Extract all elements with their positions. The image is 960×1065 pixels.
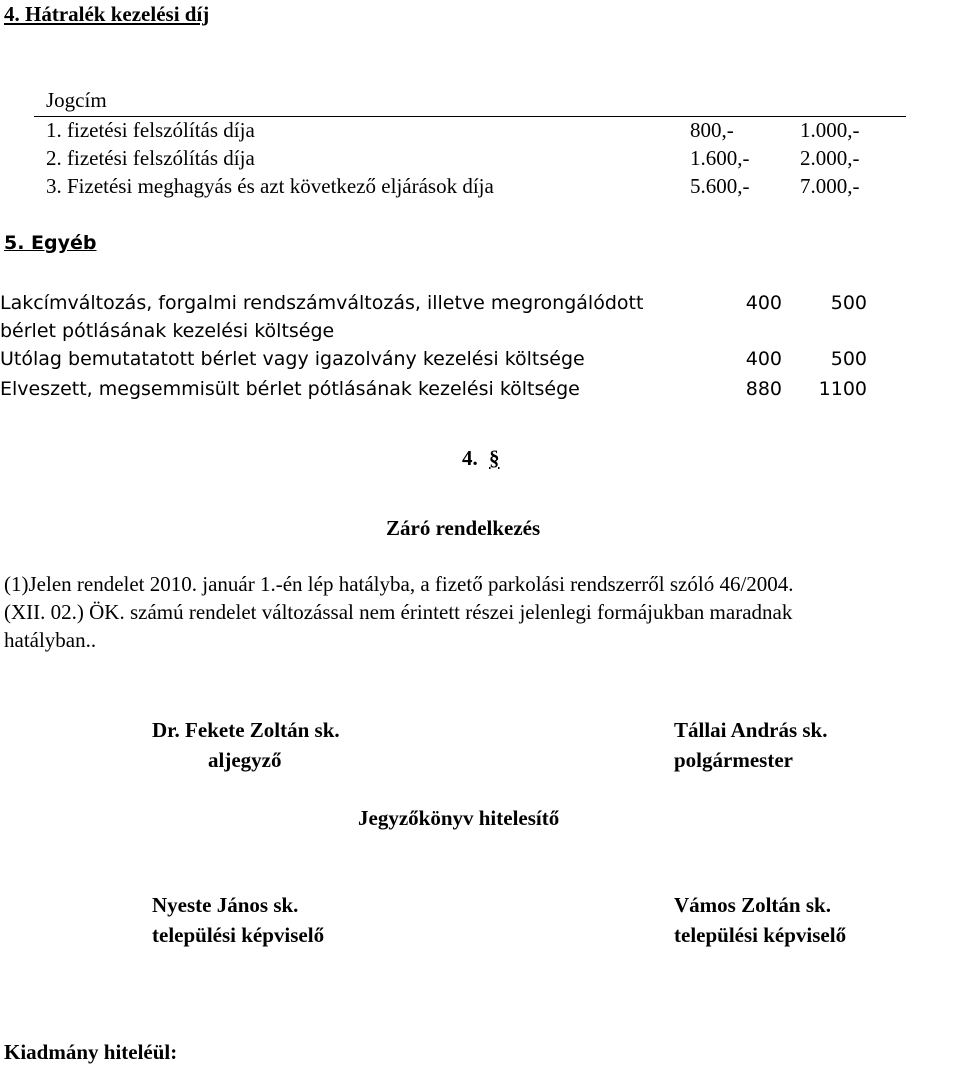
fee-row-value-2: 2.000,- [800, 146, 860, 170]
fee-row-value-1: 5.600,- [690, 174, 750, 198]
section-5-heading: 5. Egyéb [4, 232, 97, 254]
header-divider [34, 116, 906, 117]
certifier-title: Jegyzőkönyv hitelesítő [358, 806, 560, 830]
other-item-line1: Lakcímváltozás, forgalmi rendszámváltozás, illetve megrongálódott [0, 292, 644, 314]
certifier-right-name: Vámos Zoltán sk. [674, 893, 831, 917]
fee-row-label: 2. fizetési felszólítás díja [46, 146, 255, 170]
fee-row-value-1: 800,- [690, 118, 734, 142]
signatory-right-role: polgármester [674, 748, 793, 772]
section-sign: § [489, 446, 500, 470]
other-item-line1: Elveszett, megsemmisült bérlet pótlásának kezelési költsége [0, 378, 580, 400]
signatory-left-role: aljegyző [208, 748, 282, 772]
closing-text-line: (1)Jelen rendelet 2010. január 1.-én lép hatályba, a fizető parkolási rendszerről szóló 46/2004. [4, 572, 794, 596]
closing-text-line: (XII. 02.) ÖK. számú rendelet változással nem érintett részei jelenlegi formájukban maradnak [4, 600, 793, 624]
certifier-left-name: Nyeste János sk. [152, 893, 299, 917]
other-item-line2: bérlet pótlásának kezelési költsége [0, 320, 335, 342]
signatory-right-name: Tállai András sk. [674, 718, 828, 742]
column-header-jogcim: Jogcím [46, 88, 107, 112]
other-item-value-2: 1100 [818, 378, 867, 400]
fee-row-value-2: 1.000,- [800, 118, 860, 142]
paragraph-number [462, 448, 500, 469]
other-item-value-2: 500 [830, 348, 867, 370]
other-item-value-1: 880 [745, 378, 782, 400]
closing-text-line: hatályban.. [4, 628, 97, 652]
other-item-line1: Utólag bemutatatott bérlet vagy igazolvány kezelési költsége [0, 348, 585, 370]
section-4-heading: 4. Hátralék kezelési díj [4, 2, 210, 26]
certifier-right-role: települési képviselő [674, 923, 847, 947]
paragraph-number-text: 4. [462, 446, 478, 470]
signatory-left-name: Dr. Fekete Zoltán sk. [152, 718, 340, 742]
other-item-value-1: 400 [745, 292, 782, 314]
fee-row-value-2: 7.000,- [800, 174, 860, 198]
other-item-value-1: 400 [745, 348, 782, 370]
other-item-value-2: 500 [830, 292, 867, 314]
fee-row-label: 3. Fizetési meghagyás és azt következő eljárások díja [46, 174, 494, 198]
closing-title: Záró rendelkezés [386, 516, 541, 540]
issued-label: Kiadmány hiteléül: [4, 1040, 178, 1064]
fee-row-label: 1. fizetési felszólítás díja [46, 118, 255, 142]
certifier-left-role: települési képviselő [152, 923, 325, 947]
fee-row-value-1: 1.600,- [690, 146, 750, 170]
